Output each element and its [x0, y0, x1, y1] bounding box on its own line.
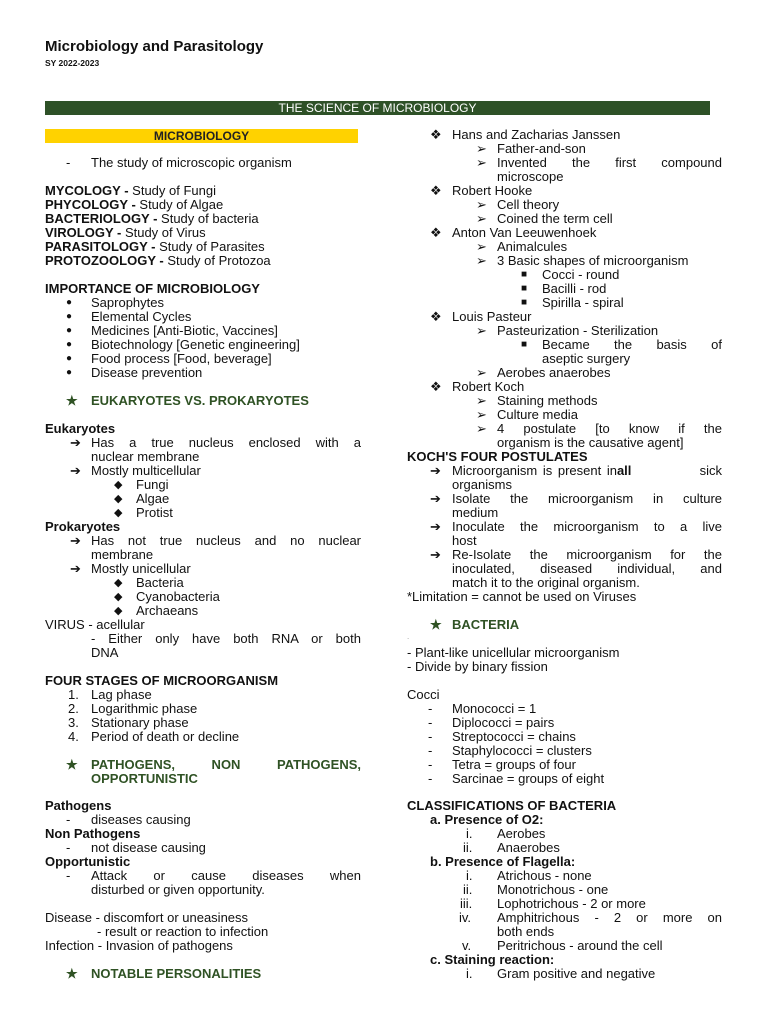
bacteria-description: - Divide by binary fission: [407, 659, 548, 674]
koch-note-cont: organism is the causative agent]: [497, 435, 684, 450]
fleuron-icon: ❖: [430, 183, 442, 198]
classification-staining: c. Staining reaction:: [430, 952, 555, 967]
opportunistic-definition: Attack or cause diseases when: [91, 868, 361, 883]
arrowhead-icon: ➢: [476, 365, 487, 380]
staining-item: Gram positive and negative: [497, 966, 656, 981]
personality-leeuwenhoek: Anton Van Leeuwenhoek: [452, 225, 597, 240]
koch-note: Culture media: [497, 407, 578, 422]
cocci-item: Monococci = 1: [452, 701, 537, 716]
personality-hooke: Robert Hooke: [452, 183, 533, 198]
postulate-item: Re-Isolate the microorganism for the: [452, 547, 722, 562]
fleuron-icon: ❖: [430, 127, 442, 142]
arrow-icon: ➔: [430, 547, 441, 562]
postulate-item: Inoculate the microorganism to a live: [452, 519, 722, 534]
roman-numeral: ii.: [463, 840, 473, 855]
field-protozoology: PROTOZOOLOGY - Study of Protozoa: [45, 253, 271, 268]
personality-koch: Robert Koch: [452, 379, 525, 394]
stage-item: Lag phase: [91, 687, 152, 702]
personality-janssen: Hans and Zacharias Janssen: [452, 127, 621, 142]
limitation-note: *Limitation = cannot be used on Viruses: [407, 589, 637, 604]
roman-numeral: i.: [466, 826, 473, 841]
pathogens-definition: diseases causing: [91, 812, 191, 827]
star-icon: ★: [66, 966, 78, 981]
stage-item: Logarithmic phase: [91, 701, 198, 716]
roman-numeral: iii.: [460, 896, 473, 911]
hooke-note: Coined the term cell: [497, 211, 613, 226]
stage-number: 1.: [68, 687, 79, 702]
arrowhead-icon: ➢: [476, 211, 487, 226]
janssen-note: Father-and-son: [497, 141, 586, 156]
eukaryote-trait-cont: nuclear membrane: [91, 449, 200, 464]
bullet-icon: ●: [66, 325, 73, 336]
importance-item: Medicines [Anti-Biotic, Vaccines]: [91, 323, 278, 338]
leeuwenhoek-note: 3 Basic shapes of microorganism: [497, 253, 689, 268]
disease-definition: Disease - discomfort or uneasiness: [45, 910, 249, 925]
eukaryotes-prokaryotes-heading: EUKARYOTES VS. PROKARYOTES: [91, 393, 309, 408]
diamond-icon: ◆: [114, 493, 123, 505]
dash-icon: -: [428, 771, 433, 786]
notable-personalities-heading: NOTABLE PERSONALITIES: [91, 966, 262, 981]
arrowhead-icon: ➢: [476, 239, 487, 254]
field-parasitology: PARASITOLOGY - Study of Parasites: [45, 239, 265, 254]
cocci-item: Sarcinae = groups of eight: [452, 771, 605, 786]
dash-icon: -: [428, 701, 433, 716]
shape-item: Bacilli - rod: [542, 281, 607, 296]
arrowhead-icon: ➢: [476, 253, 487, 268]
shape-item: Cocci - round: [542, 267, 620, 282]
square-icon: ■: [521, 283, 528, 294]
stray-dot: .: [407, 632, 410, 641]
eukaryote-example: Fungi: [136, 477, 169, 492]
arrowhead-icon: ➢: [476, 155, 487, 170]
bacteria-heading: BACTERIA: [452, 617, 520, 632]
bullet-icon: ●: [66, 311, 73, 322]
arrow-icon: ➔: [70, 435, 81, 450]
bullet-icon: ●: [66, 339, 73, 350]
cocci-item: Staphylococci = clusters: [452, 743, 592, 758]
stages-heading: FOUR STAGES OF MICROORGANISM: [45, 673, 279, 688]
arrow-icon: ➔: [430, 491, 441, 506]
star-icon: ★: [66, 393, 78, 408]
school-year: SY 2022-2023: [45, 58, 100, 68]
pathogens-heading: PATHOGENS, NON PATHOGENS,: [91, 757, 361, 772]
section-banner: THE SCIENCE OF MICROBIOLOGY: [45, 101, 710, 115]
flagella-item-cont: both ends: [497, 924, 555, 939]
importance-item: Food process [Food, beverage]: [91, 351, 272, 366]
postulate-item-cont: match it to the original organism.: [452, 575, 640, 590]
eukaryote-trait: Mostly multicellular: [91, 463, 201, 478]
square-icon: ■: [521, 339, 528, 350]
arrow-icon: ➔: [70, 463, 81, 478]
flagella-item: Lophotrichous - 2 or more: [497, 896, 646, 911]
field-virology: VIROLOGY - Study of Virus: [45, 225, 206, 240]
janssen-note: Invented the first compound: [497, 155, 722, 170]
pasteur-note: Aerobes anaerobes: [497, 365, 611, 380]
document-title: Microbiology and Parasitology: [45, 38, 264, 55]
importance-item: Disease prevention: [91, 365, 203, 380]
roman-numeral: i.: [466, 966, 473, 981]
cocci-label: Cocci: [407, 687, 440, 702]
arrowhead-icon: ➢: [476, 421, 487, 436]
star-icon: ★: [66, 757, 78, 772]
diamond-icon: ◆: [114, 591, 123, 603]
hooke-note: Cell theory: [497, 197, 560, 212]
prokaryote-trait: Has not true nucleus and no nuclear: [91, 533, 361, 548]
eukaryote-example: Protist: [136, 505, 173, 520]
square-icon: ■: [521, 297, 528, 308]
bullet-icon: ●: [66, 297, 73, 308]
roman-numeral: ii.: [463, 882, 473, 897]
fleuron-icon: ❖: [430, 225, 442, 240]
microbiology-definition: The study of microscopic organism: [91, 155, 292, 170]
classifications-heading: CLASSIFICATIONS OF BACTERIA: [407, 798, 617, 813]
diamond-icon: ◆: [114, 507, 123, 519]
stage-number: 2.: [68, 701, 79, 716]
stage-number: 3.: [68, 715, 79, 730]
bullet-icon: ●: [66, 353, 73, 364]
classification-flagella: b. Presence of Flagella:: [430, 854, 576, 869]
stage-item: Stationary phase: [91, 715, 189, 730]
arrow-icon: ➔: [430, 519, 441, 534]
virus-detail-cont: DNA: [91, 645, 119, 660]
dash-icon: -: [428, 743, 433, 758]
diamond-icon: ◆: [114, 577, 123, 589]
dash-icon: -: [66, 840, 71, 855]
flagella-item: Monotrichous - one: [497, 882, 609, 897]
o2-item: Anaerobes: [497, 840, 560, 855]
koch-note: Staining methods: [497, 393, 598, 408]
arrowhead-icon: ➢: [476, 141, 487, 156]
arrow-icon: ➔: [70, 533, 81, 548]
postulate-item-cont: medium: [452, 505, 499, 520]
flagella-item: Atrichous - none: [497, 868, 592, 883]
cocci-item: Streptococci = chains: [452, 729, 576, 744]
cocci-item: Tetra = groups of four: [452, 757, 576, 772]
field-bacteriology: BACTERIOLOGY - Study of bacteria: [45, 211, 259, 226]
stage-number: 4.: [68, 729, 79, 744]
prokaryote-trait-cont: membrane: [91, 547, 154, 562]
postulate-item-cont: inoculated, diseased individual, and: [452, 561, 722, 576]
microbiology-heading: MICROBIOLOGY: [45, 129, 358, 143]
cocci-item: Diplococci = pairs: [452, 715, 555, 730]
roman-numeral: v.: [462, 938, 472, 953]
importance-item: Elemental Cycles: [91, 309, 192, 324]
dash-icon: -: [66, 812, 71, 827]
bacteria-description: - Plant-like unicellular microorganism: [407, 645, 620, 660]
pathogens-heading-cont: OPPORTUNISTIC: [91, 771, 198, 786]
fleuron-icon: ❖: [430, 379, 442, 394]
shape-item: Spirilla - spiral: [542, 295, 624, 310]
diamond-icon: ◆: [114, 605, 123, 617]
infection-definition: Infection - Invasion of pathogens: [45, 938, 233, 953]
postulate-item: Isolate the microorganism in culture: [452, 491, 722, 506]
dash-icon: -: [428, 729, 433, 744]
eukaryotes-label: Eukaryotes: [45, 421, 116, 436]
square-icon: ■: [521, 269, 528, 280]
dash-icon: -: [66, 155, 71, 170]
bullet-icon: ●: [66, 367, 73, 378]
dash-icon: -: [428, 715, 433, 730]
koch-note: 4 postulate [to know if the: [497, 421, 722, 436]
importance-item: Biotechnology [Genetic engineering]: [91, 337, 300, 352]
prokaryote-example: Bacteria: [136, 575, 184, 590]
fleuron-icon: ❖: [430, 309, 442, 324]
prokaryote-trait: Mostly unicellular: [91, 561, 191, 576]
opportunistic-definition-cont: disturbed or given opportunity.: [91, 882, 265, 897]
disease-definition-cont: - result or reaction to infection: [97, 924, 269, 939]
opportunistic-label: Opportunistic: [45, 854, 131, 869]
flagella-item: Peritrichous - around the cell: [497, 938, 663, 953]
janssen-note-cont: microscope: [497, 169, 564, 184]
diamond-icon: ◆: [114, 479, 123, 491]
eukaryote-trait: Has a true nucleus enclosed with a: [91, 435, 361, 450]
prokaryote-example: Archaeans: [136, 603, 199, 618]
arrowhead-icon: ➢: [476, 197, 487, 212]
field-mycology: MYCOLOGY - Study of Fungi: [45, 183, 216, 198]
field-phycology: PHYCOLOGY - Study of Algae: [45, 197, 224, 212]
arrowhead-icon: ➢: [476, 323, 487, 338]
stage-item: Period of death or decline: [91, 729, 240, 744]
pasteur-subnote-cont: aseptic surgery: [542, 351, 631, 366]
virus-detail: - Either only have both RNA or both: [91, 631, 361, 646]
postulate-item-cont: organisms: [452, 477, 512, 492]
pathogens-label: Pathogens: [45, 798, 112, 813]
prokaryotes-label: Prokaryotes: [45, 519, 121, 534]
non-pathogens-definition: not disease causing: [91, 840, 206, 855]
virus-line: VIRUS - acellular: [45, 617, 145, 632]
arrow-icon: ➔: [430, 463, 441, 478]
o2-item: Aerobes: [497, 826, 546, 841]
arrowhead-icon: ➢: [476, 407, 487, 422]
arrow-icon: ➔: [70, 561, 81, 576]
importance-heading: IMPORTANCE OF MICROBIOLOGY: [45, 281, 260, 296]
prokaryote-example: Cyanobacteria: [136, 589, 220, 604]
arrowhead-icon: ➢: [476, 393, 487, 408]
leeuwenhoek-note: Animalcules: [497, 239, 568, 254]
importance-item: Saprophytes: [91, 295, 164, 310]
dash-icon: -: [66, 868, 71, 883]
non-pathogens-label: Non Pathogens: [45, 826, 141, 841]
postulate-item: Microorganism is present in all sick: [452, 463, 722, 478]
star-icon: ★: [430, 617, 442, 632]
flagella-item: Amphitrichous - 2 or more on: [497, 910, 722, 925]
koch-postulates-heading: KOCH'S FOUR POSTULATES: [407, 449, 588, 464]
pasteur-note: Pasteurization - Sterilization: [497, 323, 659, 338]
roman-numeral: iv.: [459, 910, 472, 925]
pasteur-subnote: Became the basis of: [542, 337, 722, 352]
postulate-item-cont: host: [452, 533, 477, 548]
personality-pasteur: Louis Pasteur: [452, 309, 532, 324]
eukaryote-example: Algae: [136, 491, 170, 506]
classification-o2: a. Presence of O2:: [430, 812, 544, 827]
dash-icon: -: [428, 757, 433, 772]
roman-numeral: i.: [466, 868, 473, 883]
